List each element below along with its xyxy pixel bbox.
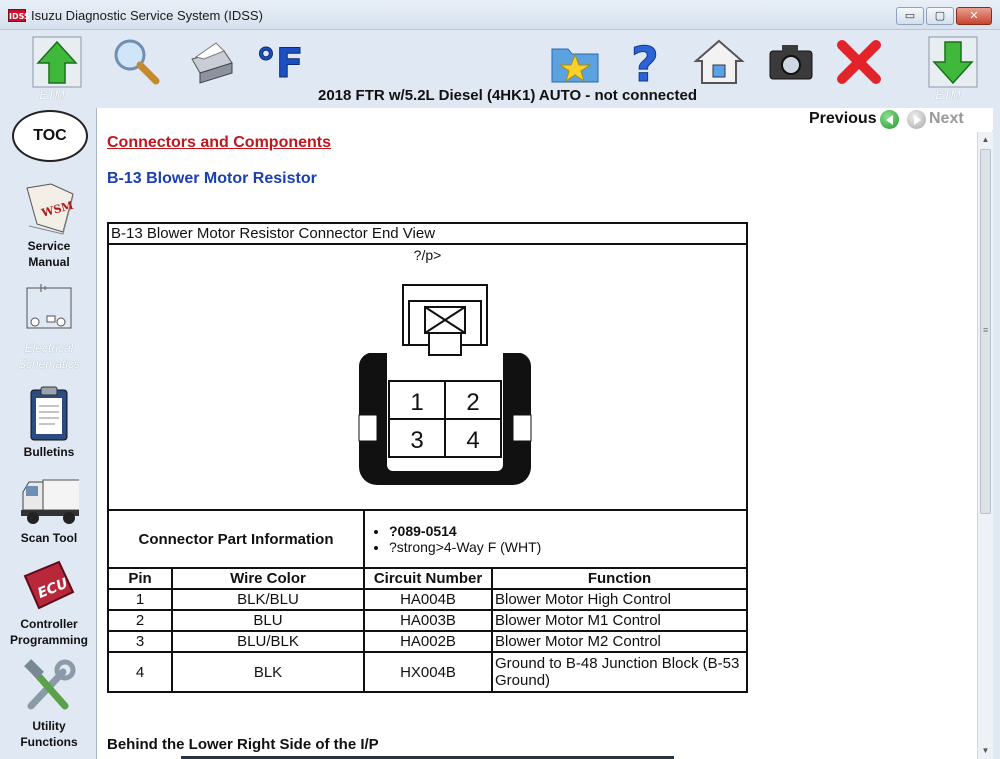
sidebar-item-bulletins[interactable]: Bulletins: [4, 384, 94, 460]
tools-wrench-hammer-icon: [19, 658, 79, 718]
truck-icon: [19, 470, 79, 530]
sidebar-item-service-manual[interactable]: WSM Service Manual: [4, 178, 94, 270]
col-circuit-number: Circuit Number: [364, 568, 492, 589]
table-row: 3 BLU/BLK HA002B Blower Motor M2 Control: [108, 631, 747, 652]
svg-text:4: 4: [466, 427, 480, 454]
red-x-icon: [832, 35, 886, 89]
etm-forward-button[interactable]: [926, 34, 980, 90]
circuit-schematic-icon: [19, 280, 79, 340]
col-wire-color: Wire Color: [172, 568, 364, 589]
window-title: Isuzu Diagnostic Service System (IDSS): [31, 8, 263, 23]
printer-icon: [182, 35, 236, 89]
previous-arrow-icon[interactable]: [880, 110, 899, 129]
previous-link[interactable]: Previous: [809, 110, 877, 127]
svg-text:3: 3: [410, 427, 424, 454]
col-pin: Pin: [108, 568, 172, 589]
search-button[interactable]: [108, 34, 162, 90]
sidebar-item-controller-programming[interactable]: ECU Controller Programming: [4, 556, 94, 648]
left-sidebar: [0, 108, 95, 759]
screenshot-button[interactable]: [764, 34, 818, 90]
image-placeholder-text: ?/p>: [413, 247, 442, 263]
location-subheading: Behind the Lower Right Side of the I/P: [107, 736, 379, 753]
next-arrow-icon[interactable]: [907, 110, 926, 129]
units-button[interactable]: [254, 34, 308, 90]
help-icon: [620, 35, 674, 89]
exit-button[interactable]: [832, 34, 886, 90]
connector-table: [107, 222, 748, 693]
scroll-up-arrow-icon[interactable]: ▲: [981, 135, 990, 144]
section-link[interactable]: Connectors and Components: [107, 134, 332, 151]
part-info-list: [364, 510, 747, 568]
etm-right-label: ETM: [935, 88, 961, 102]
green-up-arrow-icon: [32, 35, 82, 89]
connector-type: • ?strong>4-Way F (WHT): [389, 539, 746, 555]
table-row: 2 BLU HA003B Blower Motor M1 Control: [108, 610, 747, 631]
fahrenheit-icon: [254, 35, 308, 89]
camera-icon: [764, 35, 818, 89]
etm-left-label: ETM: [39, 88, 65, 102]
vertical-scrollbar[interactable]: [977, 132, 993, 759]
home-button[interactable]: [692, 34, 746, 90]
document-view: [97, 132, 977, 759]
svg-text:?: ?: [631, 37, 659, 89]
connector-image-cell: [108, 244, 747, 510]
svg-text:ECU: ECU: [35, 575, 71, 602]
scroll-down-arrow-icon[interactable]: ▼: [981, 746, 990, 755]
home-icon: [692, 35, 746, 89]
minimize-button[interactable]: ▭: [896, 7, 924, 25]
idss-app-icon: IDSS: [8, 9, 26, 22]
favorites-folder-icon: [548, 35, 602, 89]
table-row: 1 BLK/BLU HA004B Blower Motor High Control: [108, 589, 747, 610]
help-button[interactable]: [620, 34, 674, 90]
toc-button[interactable]: TOC: [12, 110, 88, 162]
component-title: B-13 Blower Motor Resistor: [107, 170, 317, 187]
content-frame: [96, 108, 992, 759]
sidebar-item-scan-tool[interactable]: Scan Tool: [4, 470, 94, 546]
green-down-arrow-icon: [928, 35, 978, 89]
table-row: 4 BLK HX004B Ground to B-48 Junction Block (B-53 Ground): [108, 652, 747, 692]
close-window-button[interactable]: ✕: [956, 7, 992, 25]
maximize-button[interactable]: ▢: [926, 7, 954, 25]
svg-text:WSM: WSM: [40, 198, 75, 220]
favorites-button[interactable]: [548, 34, 602, 90]
scrollbar-grip-icon: ≡: [983, 325, 989, 335]
etm-back-button[interactable]: [30, 34, 84, 90]
connector-end-view-diagram: [109, 245, 746, 505]
part-number: • ?089-0514: [389, 523, 746, 539]
svg-text:°F: °F: [256, 41, 304, 87]
svg-text:2: 2: [466, 389, 480, 416]
clipboard-icon: [19, 384, 79, 444]
window-title-bar: [0, 0, 1000, 30]
search-icon: [108, 35, 162, 89]
service-manual-book-icon: [19, 178, 79, 238]
scrollbar-thumb[interactable]: [980, 149, 991, 514]
part-info-label: Connector Part Information: [108, 510, 364, 568]
sidebar-item-utility-functions[interactable]: Utility Functions: [4, 658, 94, 750]
sidebar-item-electrical-schematics[interactable]: Electrical Schematics: [4, 280, 94, 372]
page-navigation: [97, 108, 993, 130]
vehicle-title: 2018 FTR w/5.2L Diesel (4HK1) AUTO - not connected: [318, 87, 697, 104]
table-caption: B-13 Blower Motor Resistor Connector End View: [108, 223, 747, 244]
svg-text:1: 1: [410, 389, 424, 416]
next-link[interactable]: Next: [929, 110, 964, 127]
col-function: Function: [492, 568, 747, 589]
print-button[interactable]: [182, 34, 236, 90]
ecu-chip-icon: [19, 556, 79, 616]
